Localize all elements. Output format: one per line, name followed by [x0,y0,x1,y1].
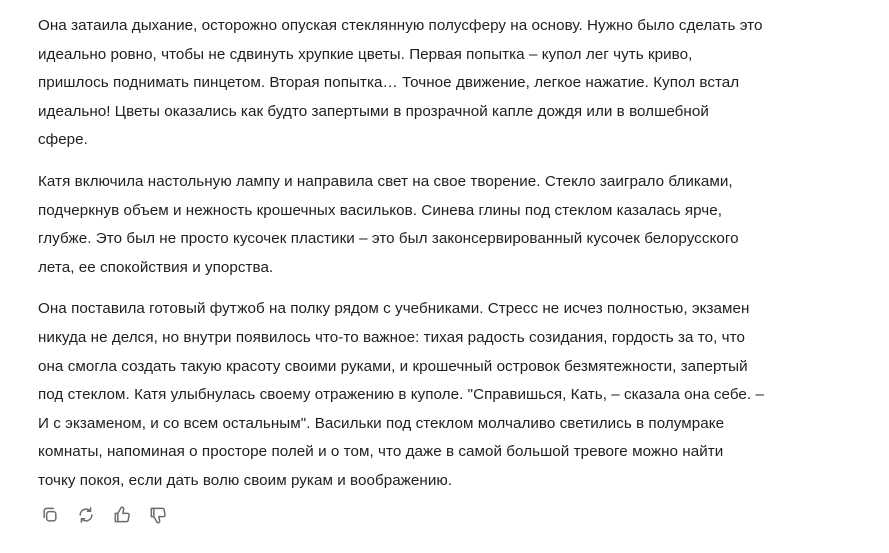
message-paragraph: Она поставила готовый футжоб на полку рядом с учебниками. Стресс не исчез полностью, экзамен никуда не делся, но внутри появилось что-то важное: тихая радость созидания, гордость за то, что она смогла создать такую красоту своими руками, и крошечный островок безмятежности, запертый под стеклом. Катя улыбнулась своему отражению в куполе. "Справишься, Кать, – сказала она себе. – И с экзаменом, и со всем остальным". Васильки под стеклом молчаливо светились в полумраке комнаты, напоминая о просторе полей и о том, что даже в самой большой тревоге можно найти точку покоя, если дать волю своим рукам и воображению. [38,300,764,489]
message-paragraph: Она затаила дыхание, осторожно опуская стеклянную полусферу на основу. Нужно было сделать это идеально ровно, чтобы не сдвинуть хрупкие цветы. Первая попытка – купол лег чуть криво, пришлось поднимать пинцетом. Вторая попытка… Точное движение, легкое нажатие. Купол встал идеально! Цветы оказались как будто запертыми в прозрачной капле дождя или в волшебной сфере. [38,17,763,149]
copy-icon [40,505,60,530]
thumbs-up-icon [112,505,132,530]
regenerate-icon [76,505,96,530]
regenerate-button[interactable] [74,505,98,529]
thumbs-up-button[interactable] [110,505,134,529]
message-paragraph: Катя включила настольную лампу и направила свет на свое творение. Стекло заиграло бликами, подчеркнув объем и нежность крошечных васильков. Синева глины под стеклом казалась ярче, глубже. Это был не просто кусочек пластики – это был законсервированный кусочек белорусского лета, ее спокойствия и упорства. [38,172,739,276]
thumbs-down-icon [148,505,168,530]
copy-button[interactable] [38,505,62,529]
thumbs-down-button[interactable] [146,505,170,529]
message-actions [38,505,170,529]
assistant-message [38,12,790,509]
